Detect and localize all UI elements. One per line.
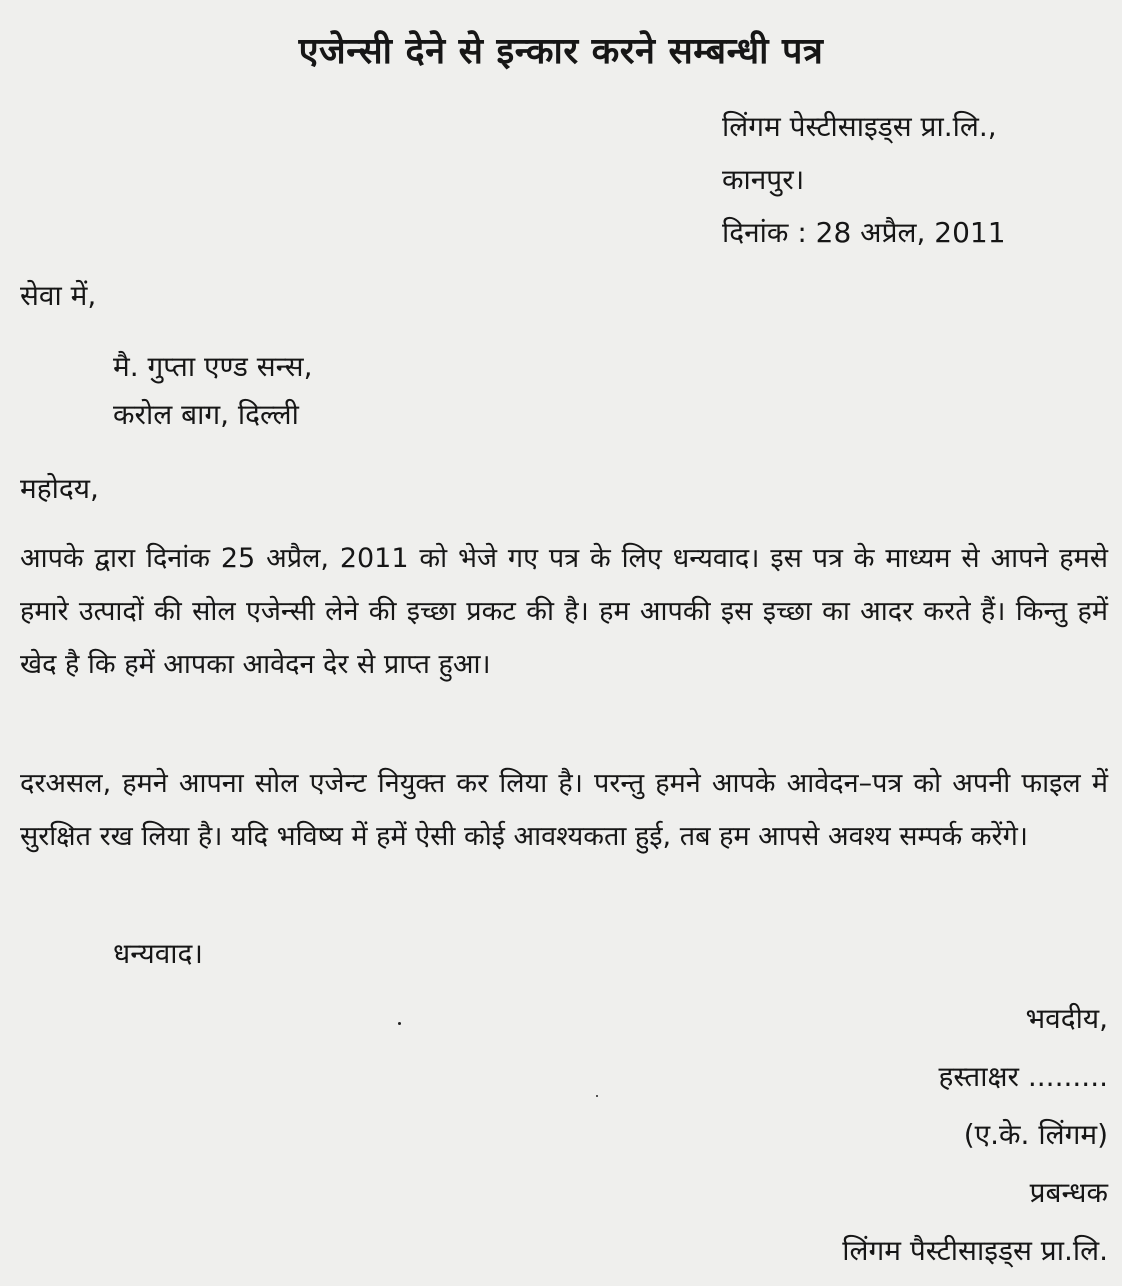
scan-speck xyxy=(596,1095,598,1097)
sender-block xyxy=(722,100,1006,259)
salutation-to: सेवा में, xyxy=(20,279,97,312)
sender-company: लिंगम पेस्टीसाइड्स प्रा.लि., xyxy=(722,110,997,143)
signer-designation: प्रबन्धक xyxy=(1029,1176,1108,1209)
recipient-block xyxy=(113,343,312,439)
recipient-address: करोल बाग, दिल्ली xyxy=(113,398,299,431)
sender-city: कानपुर। xyxy=(722,163,805,196)
signer-company: लिंगम पैस्टीसाइड्स प्रा.लि. xyxy=(842,1234,1108,1267)
signature-line: हस्ताक्षर ......... xyxy=(938,1060,1108,1093)
recipient-name: मै. गुप्ता एण्ड सन्स, xyxy=(113,350,313,383)
signer-name: (ए.के. लिंगम) xyxy=(963,1118,1108,1151)
letter-date: दिनांक : 28 अप्रैल, 2011 xyxy=(722,216,1006,249)
body-paragraph-2: दरअसल, हमने आपना सोल एजेन्ट नियुक्त कर लिया है। परन्तु हमने आपके आवेदन–पत्र को अपनी फाइल में सुरक्षित रख लिया है। यदि भविष्य में हमें ऐसी कोई आवश्यकता हुई, तब हम आपसे अवश्य सम्पर्क करेंगे। xyxy=(20,768,1108,852)
thanks-line: धन्यवाद। xyxy=(113,937,204,970)
valediction: भवदीय, xyxy=(1025,1002,1108,1035)
letter-title: एजेन्सी देने से इन्कार करने सम्बन्धी पत्र xyxy=(298,31,824,72)
scan-speck xyxy=(398,1022,401,1025)
closing-block xyxy=(842,990,1108,1280)
body-paragraph-1: आपके द्वारा दिनांक 25 अप्रैल, 2011 को भेजे गए पत्र के लिए धन्यवाद। इस पत्र के माध्यम से आपने हमसे हमारे उत्पादों की सोल एजेन्सी लेने की इच्छा प्रकट की है। हम आपकी इस इच्छा का आदर करते हैं। किन्तु हमें खेद है कि हमें आपका आवेदन देर से प्राप्त हुआ। xyxy=(20,543,1108,680)
greeting: महोदय, xyxy=(20,472,99,505)
